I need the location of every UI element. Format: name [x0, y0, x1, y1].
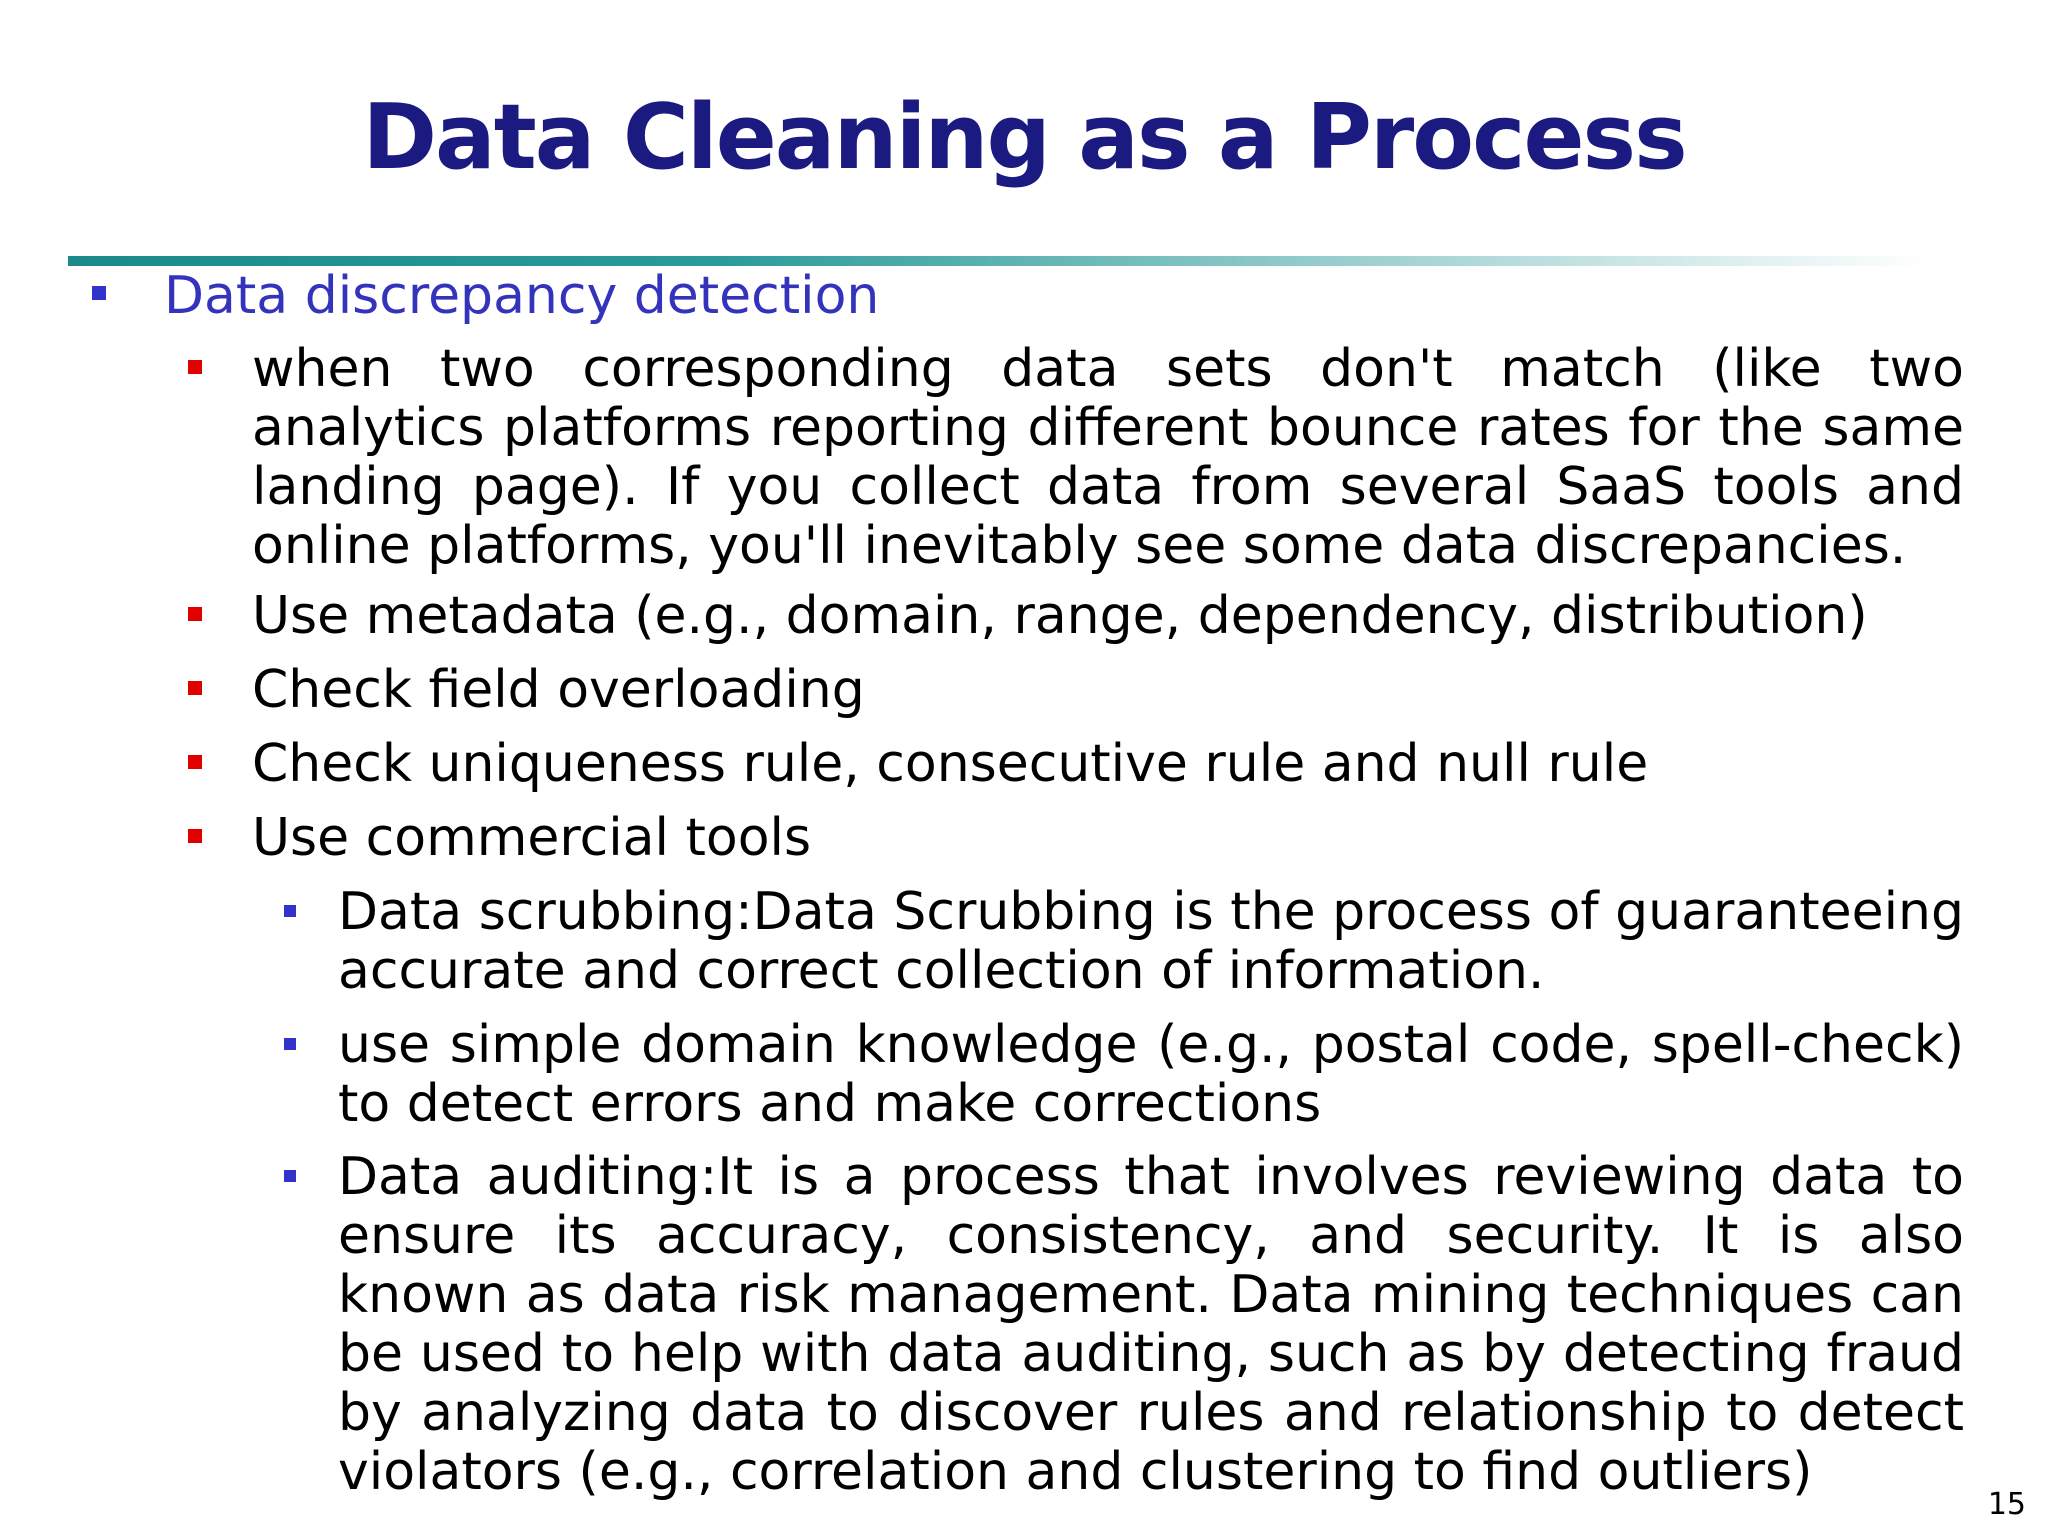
bullet-use-metadata: Use metadata (e.g., domain, range, dependency, distribution) [252, 586, 1868, 646]
slide-title: Data Cleaning as a Process [362, 85, 1686, 190]
bullet-data-discrepancy-detection: Data discrepancy detection [164, 266, 880, 326]
bullet-field-overloading: Check field overloading [252, 660, 865, 720]
level3-bullet-icon [284, 905, 296, 917]
level3-bullet-icon [284, 1170, 296, 1182]
level2-bullet-icon [188, 607, 202, 621]
page-number: 15 [1987, 1487, 2026, 1522]
bullet-domain-knowledge: use simple domain knowledge (e.g., postal code, spell-check) to detect errors and make corrections [338, 1015, 1964, 1134]
level2-bullet-icon [188, 755, 202, 769]
title-divider [68, 256, 1928, 266]
bullet-uniqueness-rule: Check uniqueness rule, consecutive rule and null rule [252, 734, 1649, 794]
level2-bullet-icon [188, 681, 202, 695]
bullet-data-scrubbing: Data scrubbing:Data Scrubbing is the process of guaranteeing accurate and correct collection of information. [338, 882, 1964, 1001]
bullet-discrepancy-definition: when two corresponding data sets don't match (like two analytics platforms reporting different bounce rates for the same landing page). If you collect data from several SaaS tools and online platforms, you'll inevitably see some data discrepancies. [252, 339, 1964, 576]
bullet-data-auditing: Data auditing:It is a process that involves reviewing data to ensure its accuracy, consistency, and security. It is also known as data risk management. Data mining techniques can be used to help with data auditing, such as by detecting fraud by analyzing data to discover rules and relationship to detect violators (e.g., correlation and clustering to find outliers) [338, 1147, 1964, 1502]
bullet-commercial-tools: Use commercial tools [252, 808, 812, 868]
level3-bullet-icon [284, 1038, 296, 1050]
level2-bullet-icon [188, 360, 202, 374]
level1-bullet-icon [92, 286, 106, 300]
level2-bullet-icon [188, 829, 202, 843]
